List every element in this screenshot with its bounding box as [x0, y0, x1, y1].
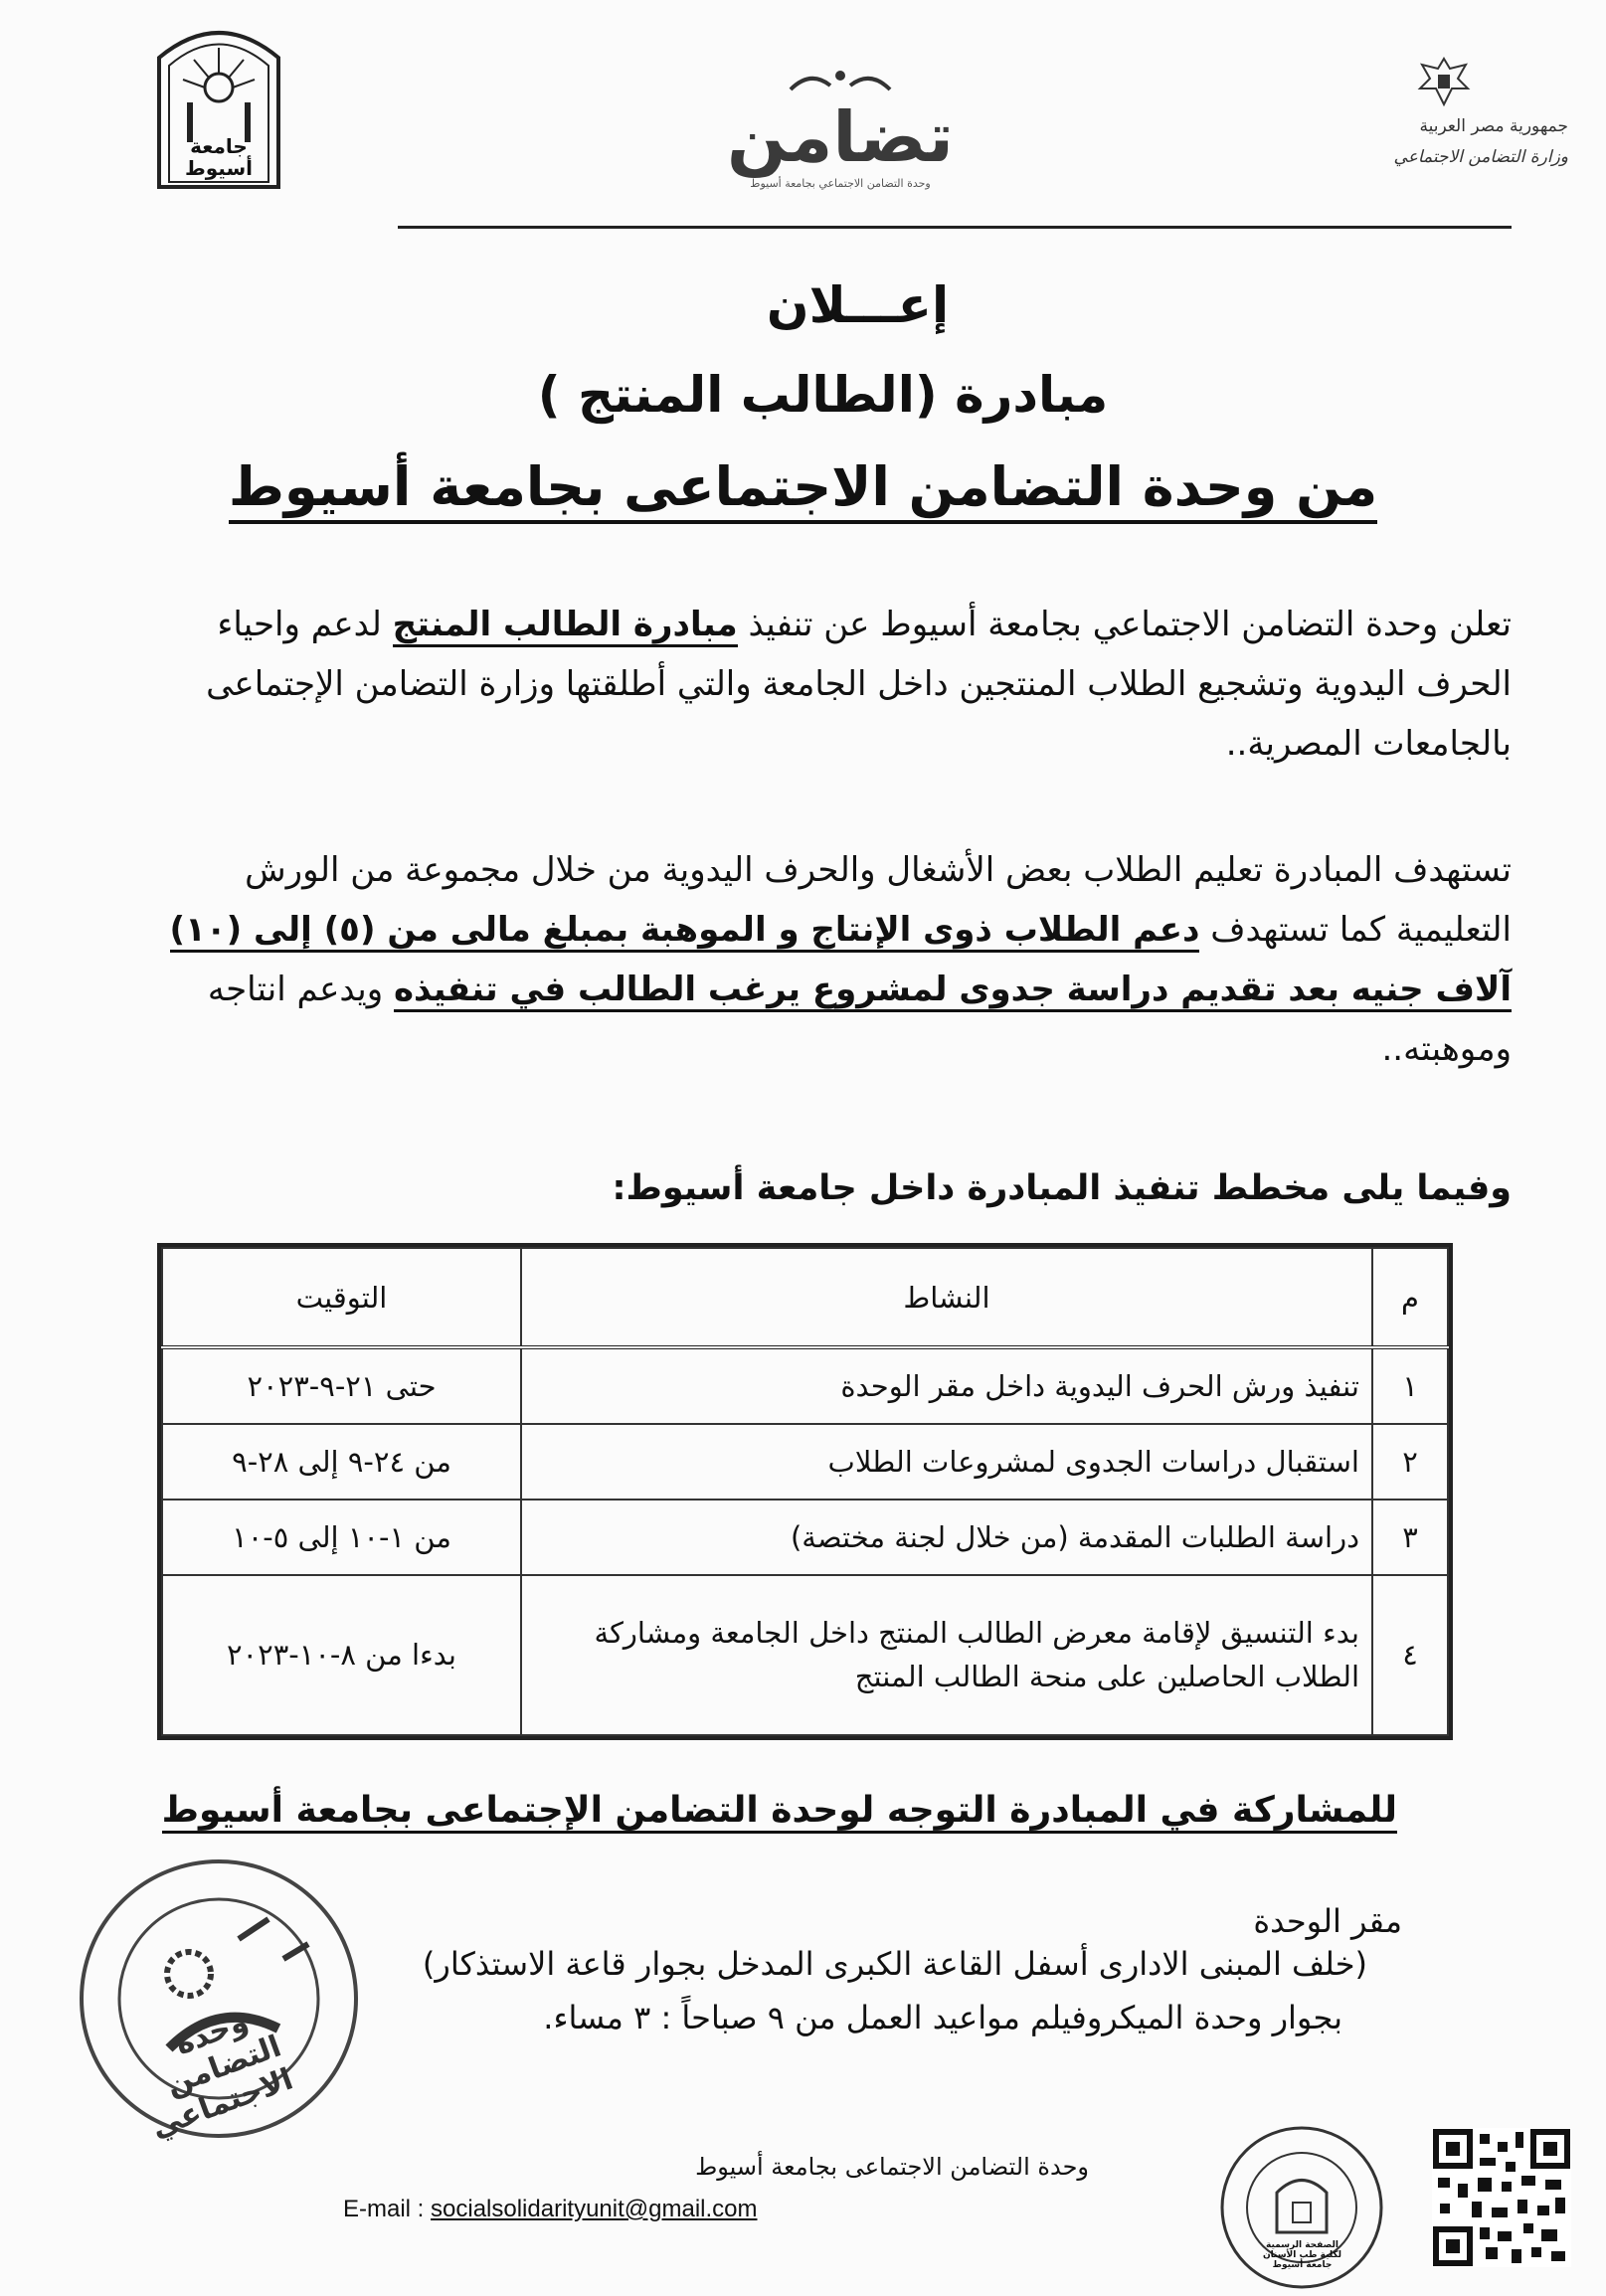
location-label: مقر الوحدة [1253, 1902, 1402, 1940]
table-row [162, 1424, 1448, 1500]
row-num: ٤ [1372, 1575, 1448, 1735]
university-logo-text: جامعة أسيوط [185, 134, 253, 180]
initiative-title: مبادرة (الطالب المنتج ) [537, 366, 1109, 424]
footer-unit-name: وحدة التضامن الاجتماعى بجامعة أسيوط [695, 2153, 1089, 2181]
intro-text-a: تعلن وحدة التضامن الاجتماعي بجامعة أسيوط عن تنفيذ [737, 605, 1512, 644]
eagle-emblem-icon [1414, 55, 1474, 109]
row-num: ١ [1372, 1347, 1448, 1424]
unit-title [0, 455, 1606, 518]
row-activity: دراسة الطلبات المقدمة (من خلال لجنة مختصة) [521, 1500, 1372, 1575]
row-num: ٢ [1372, 1424, 1448, 1500]
official-stamp [70, 1850, 368, 2148]
unit-logo-figures-icon [781, 68, 900, 93]
table-row [162, 1575, 1448, 1735]
row-num: ٣ [1372, 1500, 1448, 1575]
faculty-seal [1215, 2123, 1389, 2292]
participation-note [162, 1790, 1397, 1831]
row-timing: حتى ٢١-٩-٢٠٢٣ [162, 1347, 521, 1424]
intro-initiative-name: مبادرة الطالب المنتج [393, 605, 738, 647]
participation-text: للمشاركة في المبادرة التوجه لوحدة التضامن الإجتماعى بجامعة أسيوط [162, 1790, 1397, 1834]
government-header [1320, 55, 1568, 184]
row-timing: بدءا من ٨-١٠-٢٠٢٣ [162, 1575, 521, 1735]
gov-ministry-line: وزارة التضامن الاجتماعي [1393, 147, 1568, 167]
stamp-text: وحدة التضامن الاجتماعي [146, 2004, 298, 2146]
gov-republic-line: جمهورية مصر العربية [1419, 116, 1568, 136]
row-activity: استقبال دراسات الجدوى لمشروعات الطلاب [521, 1424, 1372, 1500]
unit-wordmark: تضامن [727, 96, 954, 178]
footer-email [343, 2196, 758, 2223]
table-row [162, 1500, 1448, 1575]
row-activity: تنفيذ ورش الحرف اليدوية داخل مقر الوحدة [521, 1347, 1372, 1424]
table-row [162, 1347, 1448, 1424]
seal-text: الصفحة الرسمية لكلية طب الأسنان جامعة أسيوط [1262, 2240, 1342, 2270]
header-num: م [1372, 1248, 1448, 1347]
header-activity: النشاط [521, 1248, 1372, 1347]
unit-title-text: من وحدة التضامن الاجتماعى بجامعة أسيوط [229, 455, 1377, 524]
table-header-row [162, 1248, 1448, 1347]
header-divider [398, 226, 1512, 229]
schedule-table [157, 1243, 1453, 1740]
intro-paragraph [119, 595, 1512, 774]
row-activity: بدء التنسيق لإقامة معرض الطالب المنتج داخل الجامعة ومشاركة الطلاب الحاصلين على منحة الطالب المنتج [521, 1575, 1372, 1735]
goals-support-text: دعم الطلاب ذوى الإنتاج و الموهبة بمبلغ مالى من (٥) إلى (١٠) آلاف جنيه بعد تقديم دراسة جدوى لمشروع يرغب الطالب في تنفيذه [170, 910, 1512, 1012]
header-timing: التوقيت [162, 1248, 521, 1347]
announcement-title: إعـــلان [766, 276, 950, 334]
university-logo [139, 18, 298, 192]
email-link[interactable]: socialsolidarityunit@gmail.com [431, 2196, 758, 2222]
goals-text-c: ويدعم انتاجه وموهبته.. [207, 970, 1512, 1069]
goals-paragraph [119, 840, 1512, 1079]
unit-subtitle: وحدة التضامن الاجتماعي بجامعة أسيوط [750, 177, 931, 190]
plan-heading: وفيما يلى مخطط تنفيذ المبادرة داخل جامعة أسيوط: [612, 1168, 1512, 1208]
location-line-1: (خلف المبنى الادارى أسفل القاعة الكبرى المدخل بجوار قاعة الاستذكار) [422, 1945, 1367, 1983]
intro-text-c: لدعم واحياء الحرف اليدوية وتشجيع الطلاب المنتجين داخل الجامعة والتي أطلقتها وزارة التضامن الإجتماعى بالجامعات المصرية.. [206, 605, 1512, 764]
email-label: E-mail : [343, 2196, 425, 2222]
row-timing: من ٢٤-٩ إلى ٢٨-٩ [162, 1424, 521, 1500]
location-line-2: بجوار وحدة الميكروفيلم مواعيد العمل من ٩ صباحاً : ٣ مساء. [543, 1999, 1342, 2036]
unit-logo [721, 68, 960, 197]
row-timing: من ١-١٠ إلى ٥-١٠ [162, 1500, 521, 1575]
qr-code[interactable] [1432, 2128, 1571, 2267]
goals-text-a: تستهدف المبادرة تعليم الطلاب بعض الأشغال والحرف اليدوية من خلال مجموعة من الورش التعليمية كما تستهدف [245, 850, 1512, 950]
